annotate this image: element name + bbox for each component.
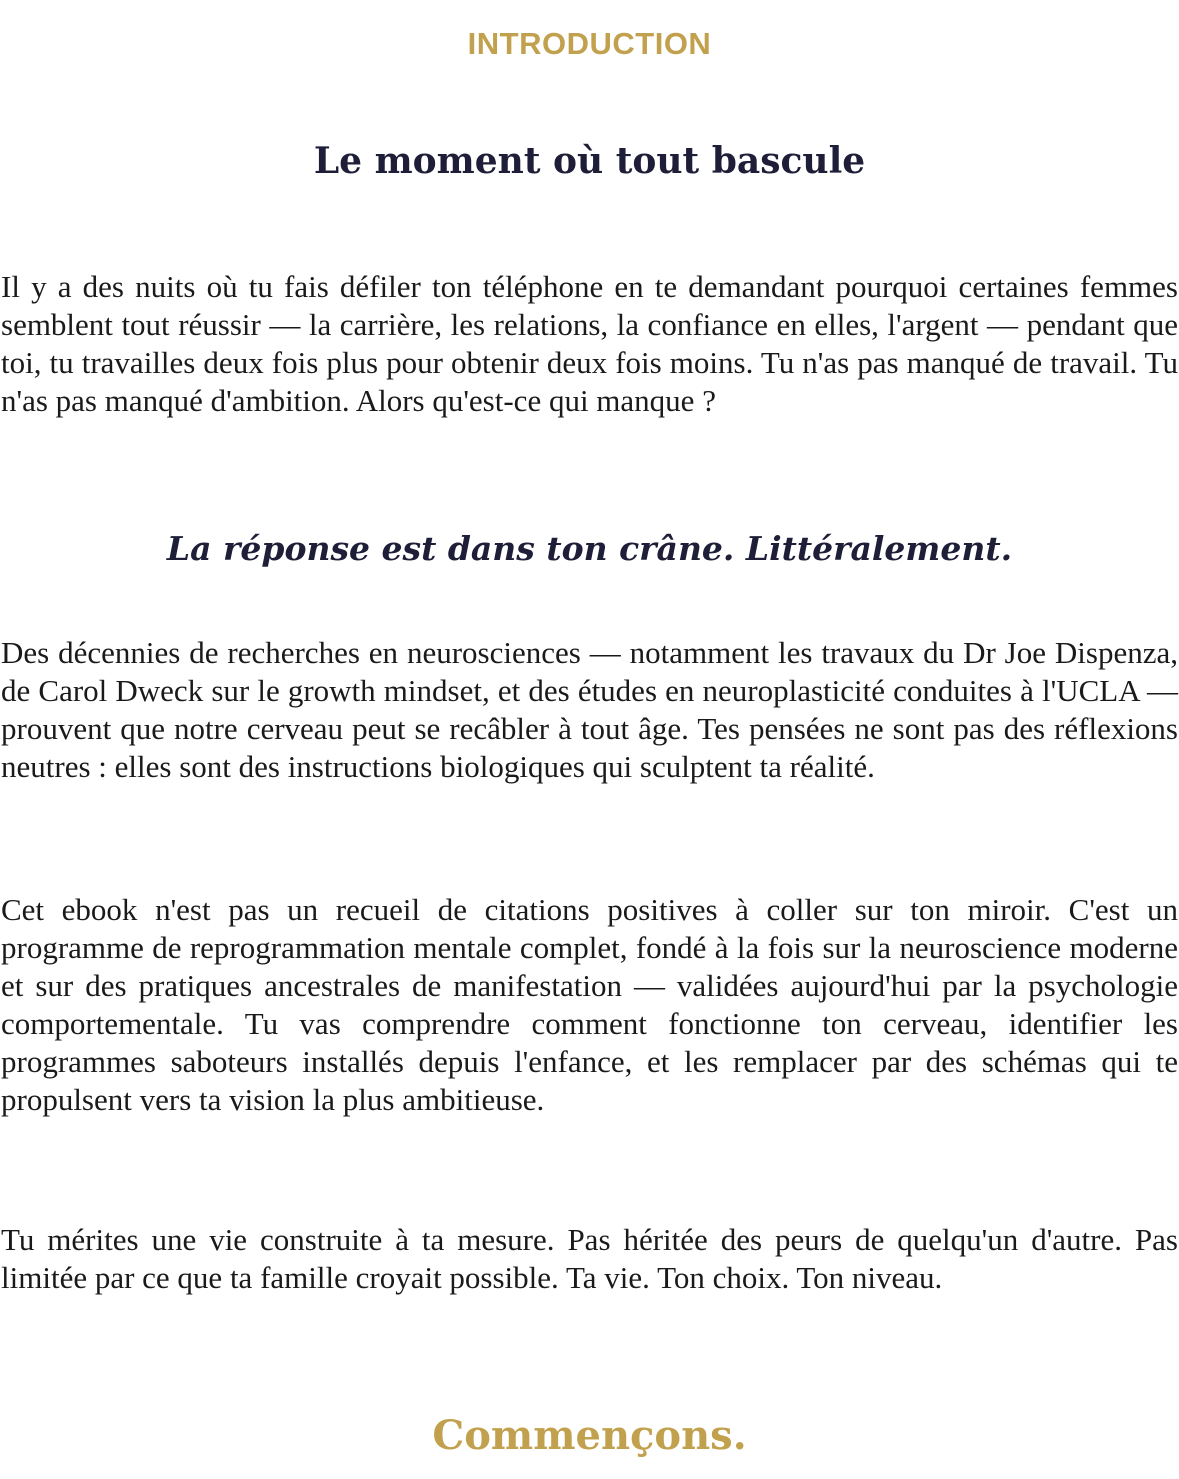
intro-paragraph-3: Cet ebook n'est pas un recueil de citations positives à coller sur ton miroir. C'est un programme de reprogrammation mentale complet, fondé à la fois sur la neuroscience moderne et sur des pratiques ancestrales de manifestation — validées aujourd'hui par la psychologie comportementale. Tu vas comprendre comment fonctionne ton cerveau, identifier les programmes saboteurs installés depuis l'enfance, et les remplacer par des schémas qui te propulsent vers ta vision la plus ambitieuse. xyxy=(1,892,1178,1117)
closing-line: Commençons. xyxy=(432,1412,747,1459)
intro-paragraph-1: Il y a des nuits où tu fais défiler ton téléphone en te demandant pourquoi certaines femmes semblent tout réussir — la carrière, les relations, la confiance en elles, l'argent — pendant que toi, tu travailles deux fois plus pour obtenir deux fois moins. Tu n'as pas manqué de travail. Tu n'as pas manqué d'ambition. Alors qu'est-ce qui manque ? xyxy=(1,269,1178,418)
section-kicker: INTRODUCTION xyxy=(467,26,712,61)
highlight-callout: La réponse est dans ton crâne. Littéralement. xyxy=(166,529,1013,568)
intro-paragraph-2: Des décennies de recherches en neurosciences — notamment les travaux du Dr Joe Dispenza, de Carol Dweck sur le growth mindset, et des études en neuroplasticité conduites à l'UCLA — prouvent que notre cerveau peut se recâbler à tout âge. Tes pensées ne sont pas des réflexions neutres : elles sont des instructions biologiques qui sculptent ta réalité. xyxy=(1,635,1178,784)
intro-paragraph-4: Tu mérites une vie construite à ta mesure. Pas héritée des peurs de quelqu'un d'autre. Pas limitée par ce que ta famille croyait possible. Ta vie. Ton choix. Ton niveau. xyxy=(1,1222,1178,1295)
chapter-title: Le moment où tout bascule xyxy=(313,140,866,182)
